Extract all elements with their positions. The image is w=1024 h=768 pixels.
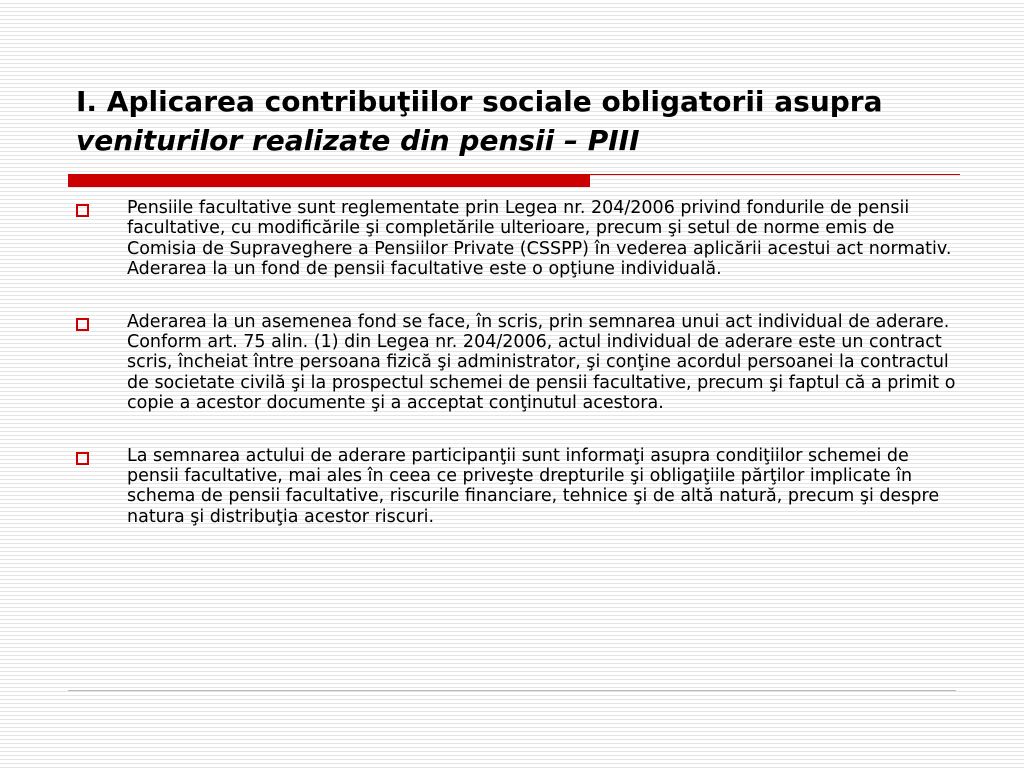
slide-title [76, 82, 976, 160]
bullet-text: Aderarea la un asemenea fond se face, în scris, prin semnarea unui act individual de aderare. Conform art. 75 alin. (1) din Legea nr. 204/2006, actul individual de aderare este un contract scris, încheiat între persoana fizică şi administrator, şi conţine acordul persoanei la contractul de societate civilă şi la prospectul schemei de pensii facultative, precum şi faptul că a primit o copie a acestor documente şi a acceptat conţinutul acestora. [127, 311, 956, 414]
slide-title-plain: I. Aplicarea contribuţiilor sociale obligatorii asupra [76, 85, 883, 118]
bullet-item [76, 198, 956, 280]
square-bullet-icon [76, 318, 89, 331]
bullet-text: Pensiile facultative sunt reglementate prin Legea nr. 204/2006 privind fondurile de pensii facultative, cu modificările şi completările ulterioare, precum şi setul de norme emis de Comisia de Supraveghere a Pensiilor Private (CSSPP) în vederea aplicării acestui act normativ. Aderarea la un fond de pensii facultative este o opţiune individuală. [127, 198, 952, 280]
square-bullet-icon [76, 452, 89, 465]
title-accent-bar [68, 174, 590, 187]
slide-title-italic: veniturilor realizate din pensii – PIII [76, 124, 640, 157]
bullet-list [76, 198, 956, 559]
bullet-text: La semnarea actului de aderare participanţii sunt informaţi asupra condiţiilor schemei de pensii facultative, mai ales în ceea ce priveşte drepturile şi obligaţiile părţilor implicate în schema de pensii facultative, riscurile financiare, tehnice şi de altă natură, precum şi despre natura şi distribuţia acestor riscuri. [127, 445, 940, 527]
title-divider-line [590, 174, 960, 175]
footer-divider-line [68, 690, 956, 691]
bullet-item [76, 312, 956, 414]
square-bullet-icon [76, 204, 89, 217]
bullet-item [76, 446, 956, 528]
